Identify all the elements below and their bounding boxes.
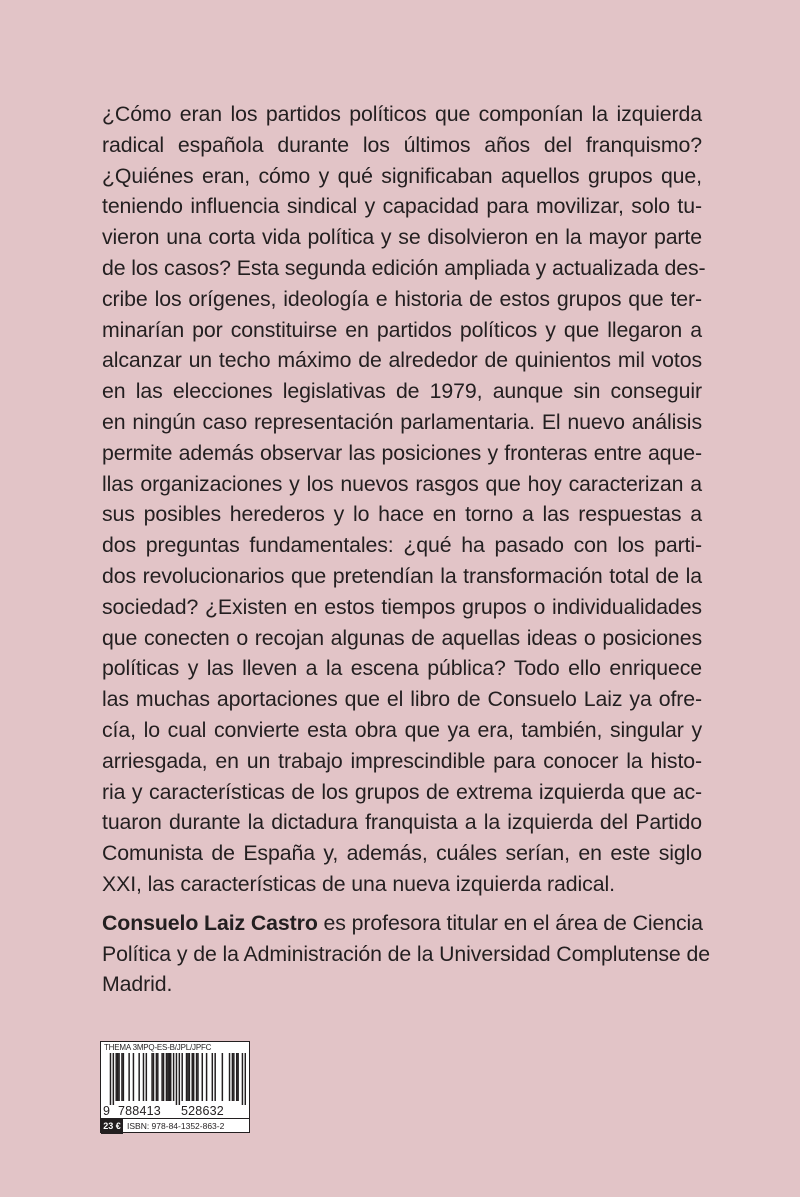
barcode-bar xyxy=(236,1053,237,1101)
barcode-bar xyxy=(214,1053,215,1101)
author-bio-line-2: Política y de la Administración de la Universidad Complutense de xyxy=(102,941,710,966)
barcode-bar xyxy=(169,1053,170,1101)
barcode-bar xyxy=(245,1053,246,1105)
blurb-line: vieron una corta vida política y se disolvieron en la mayor parte xyxy=(102,225,702,250)
barcode-bar xyxy=(110,1053,111,1105)
author-bio-line-3: Madrid. xyxy=(102,972,173,997)
barcode-bar xyxy=(146,1053,147,1101)
barcode-bar xyxy=(242,1053,243,1105)
barcode-bar xyxy=(193,1053,194,1101)
barcode-bar xyxy=(176,1053,177,1105)
blurb-line: ¿Cómo eran los partidos políticos que componían la izquierda xyxy=(102,102,702,126)
barcode-bar xyxy=(233,1053,234,1101)
author-name: Consuelo Laiz Castro xyxy=(102,910,318,935)
barcode-bar xyxy=(161,1053,162,1101)
barcode-bar xyxy=(229,1053,230,1101)
barcode-bar xyxy=(115,1053,116,1101)
barcode-bar xyxy=(163,1053,164,1101)
blurb-line: las muchas aportaciones que el libro de Consuelo Laiz ya ofre- xyxy=(102,687,702,712)
barcode-bar xyxy=(157,1053,158,1101)
barcode-bar xyxy=(212,1053,213,1101)
barcode-bar xyxy=(113,1053,114,1105)
barcode-bar xyxy=(189,1053,190,1101)
barcode-bar xyxy=(181,1053,182,1101)
blurb-line: que conecten o recojan algunas de aquellas ideas o posiciones xyxy=(102,625,702,650)
blurb-line: sus posibles herederos y lo hace en torno a las respuestas a xyxy=(102,502,702,527)
barcode-bar xyxy=(128,1053,129,1101)
blurb-line: minarían por constituirse en partidos políticos y que llegaron a xyxy=(102,317,702,342)
barcode-bar xyxy=(202,1053,203,1101)
isbn-number: ISBN: 978-84-1352-863-2 xyxy=(127,1121,225,1131)
blurb-line: radical española durante los últimos años del franquismo? xyxy=(102,132,702,157)
barcode-bar xyxy=(191,1053,192,1101)
barcode-bar xyxy=(133,1053,134,1101)
barcode-bar xyxy=(156,1053,157,1101)
blurb-line: tuaron durante la dictadura franquista a la izquierda del Partido xyxy=(102,810,702,835)
barcode-bar xyxy=(121,1053,122,1101)
blurb-line: ¿Quiénes eran, cómo y qué significaban aquellos grupos que, xyxy=(102,163,702,188)
barcode-bar xyxy=(197,1053,198,1101)
barcode-bars xyxy=(104,1053,246,1105)
blurb-line: alcanzar un techo máximo de alrededor de quinientos mil votos xyxy=(102,348,702,373)
blurb-line: ria y características de los grupos de extrema izquierda que ac- xyxy=(102,779,702,804)
barcode-bar xyxy=(117,1053,118,1101)
author-bio-line-1: es profesora titular en el área de Ciencia xyxy=(317,910,703,935)
barcode-bar xyxy=(151,1053,152,1101)
blurb-line: de los casos? Esta segunda edición ampliada y actualizada des- xyxy=(102,255,706,280)
barcode-bar xyxy=(179,1053,180,1105)
barcode-bar xyxy=(186,1053,187,1101)
blurb-line: teniendo influencia sindical y capacidad para movilizar, solo tu- xyxy=(102,194,702,219)
barcode-bar xyxy=(173,1053,174,1101)
barcode-bar xyxy=(222,1053,223,1101)
barcode-bar xyxy=(123,1053,124,1101)
blurb-line: arriesgada, en un trabajo imprescindible para conocer la histo- xyxy=(102,748,702,773)
blurb-line: en las elecciones legislativas de 1979, aunque sin conseguir xyxy=(102,379,702,404)
blurb-line: cía, lo cual convierte esta obra que ya era, también, singular y xyxy=(102,717,702,742)
barcode-label xyxy=(100,1041,250,1133)
blurb-line: Comunista de España y, además, cuáles serían, en este siglo xyxy=(102,841,702,866)
back-cover-text xyxy=(102,99,710,1000)
barcode-digits-group-1: 788413 xyxy=(118,1104,161,1118)
barcode-bar xyxy=(166,1053,167,1101)
book-blurb xyxy=(102,99,706,900)
barcode-bar xyxy=(196,1053,197,1101)
barcode-bar xyxy=(232,1053,233,1101)
blurb-line: llas organizaciones y los nuevos rasgos que hoy caracterizan a xyxy=(102,471,702,496)
price-tag: 23 € xyxy=(101,1119,123,1134)
blurb-line: cribe los orígenes, ideología e historia de estos grupos que ter- xyxy=(102,286,702,311)
barcode-bar xyxy=(206,1053,207,1101)
blurb-line: sociedad? ¿Existen en estos tiempos grupos o individualidades xyxy=(102,594,702,619)
barcode-bar xyxy=(143,1053,144,1101)
blurb-line: permite además observar las posiciones y fronteras entre aque- xyxy=(102,440,702,465)
barcode-bar xyxy=(153,1053,154,1101)
barcode-bar xyxy=(118,1053,119,1101)
blurb-line: dos preguntas fundamentales: ¿qué ha pasado con los parti- xyxy=(102,533,702,558)
blurb-line: dos revolucionarios que pretendían la transformación total de la xyxy=(102,563,702,588)
barcode-bar xyxy=(170,1053,171,1101)
barcode-bar xyxy=(237,1053,238,1101)
blurb-line: en ningún caso representación parlamentaria. El nuevo análisis xyxy=(102,409,702,434)
barcode-bar xyxy=(138,1053,139,1101)
thema-codes: THEMA 3MPQ-ES-B/JPL/JPFC xyxy=(104,1043,212,1052)
barcode-digits-group-2: 528632 xyxy=(181,1104,224,1118)
barcode-bar xyxy=(167,1053,168,1101)
blurb-line: XXI, las características de una nueva izquierda radical. xyxy=(102,871,615,896)
barcode-bar xyxy=(187,1053,188,1101)
price-isbn-row xyxy=(101,1118,249,1134)
blurb-line: políticas y las lleven a la escena pública? Todo ello enriquece xyxy=(102,656,702,681)
barcode-digit-first: 9 xyxy=(103,1104,111,1118)
author-bio xyxy=(102,908,710,1000)
